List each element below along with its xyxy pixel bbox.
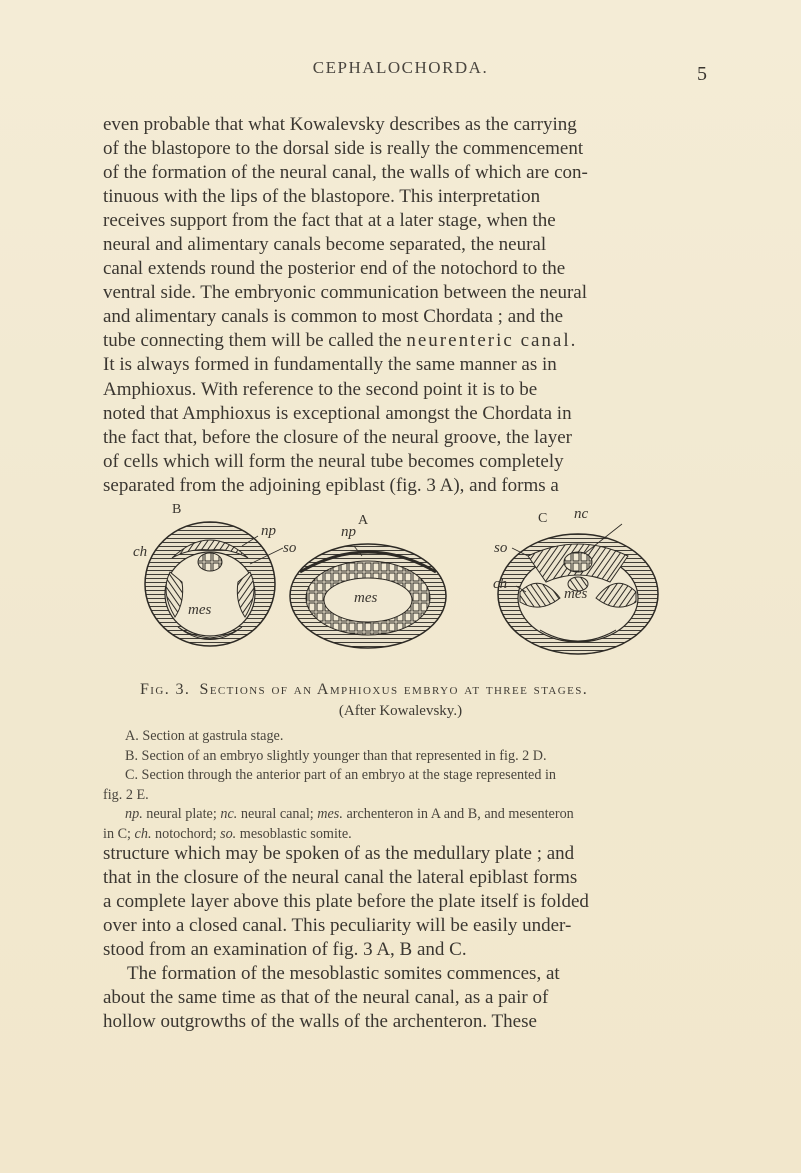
figure-label-mes-c: mes: [564, 586, 588, 602]
figure-number: Fig. 3.: [140, 681, 191, 698]
legend-abbr: mes.: [317, 806, 343, 822]
section-b-drawing: [145, 522, 275, 646]
legend-text: mesoblastic somite.: [236, 825, 352, 842]
figure-label-so-c: so: [494, 540, 508, 556]
figure-caption-title: [140, 681, 720, 699]
text-line: a complete layer above this plate before the plate itself is folded: [103, 891, 589, 913]
figure-title: Sections of an Amphioxus embryo at three stages.: [199, 681, 589, 698]
legend-text: archenteron in A and B, and mesenteron: [342, 806, 574, 822]
caption-item-c: C. Section through the anterior part of an embryo at the stage represented in: [125, 767, 557, 783]
text-line: The formation of the mesoblastic somites commences, at: [127, 963, 560, 985]
legend-abbr: so.: [220, 825, 237, 842]
legend-text: notochord;: [151, 825, 221, 842]
text-span: tube connecting them will be called the: [103, 330, 402, 352]
text-line: separated from the adjoining epiblast (fig. 3 A), and forms a: [103, 474, 559, 496]
text-line: ventral side. The embryonic communication between the neural: [103, 282, 587, 304]
text-line: [103, 329, 698, 353]
legend-abbr: ch.: [134, 825, 152, 842]
paragraph-1: [103, 113, 698, 498]
text-line: that in the closure of the neural canal the lateral epiblast forms: [103, 867, 578, 889]
text-line: of cells which will form the neural tube becomes completely: [103, 450, 564, 472]
caption-item-c-cont: fig. 2 E.: [103, 786, 149, 803]
text-line: of the formation of the neural canal, the walls of which are con-: [103, 162, 588, 184]
text-line: receives support from the fact that at a later stage, when the: [103, 210, 556, 232]
text-line: canal extends round the posterior end of the notochord to the: [103, 258, 566, 280]
text-line: over into a closed canal. This peculiarity will be easily under-: [103, 915, 572, 937]
figure-3: [100, 502, 710, 674]
text-line: noted that Amphioxus is exceptional amongst the Chordata in: [103, 402, 572, 424]
legend-abbr: nc.: [220, 806, 238, 822]
page-number: 5: [697, 63, 707, 85]
text-line: neural and alimentary canals become separated, the neural: [103, 234, 547, 256]
legend-text: in C;: [103, 825, 135, 842]
text-line: structure which may be spoken of as the medullary plate ; and: [103, 843, 575, 864]
text-line: about the same time as that of the neural canal, as a pair of: [103, 987, 549, 1009]
figure-label-so-b: so: [283, 540, 297, 556]
text-line: tinuous with the lips of the blastopore. This interpretation: [103, 186, 541, 208]
legend-abbr: np.: [125, 806, 143, 822]
caption-item-a: A. Section at gastrula stage.: [125, 728, 284, 744]
text-line: and alimentary canals is common to most Chordata ; and the: [103, 306, 564, 328]
figure-label-ch-c: ch: [493, 576, 508, 592]
text-line: It is always formed in fundamentally the same manner as in: [103, 354, 557, 376]
figure-label-c: C: [538, 511, 548, 526]
figure-label-np-a: np: [341, 524, 356, 540]
figure-label-nc-c: nc: [574, 506, 589, 522]
figure-label-np-b: np: [261, 523, 276, 539]
figure-source: (After Kowalevsky.): [338, 703, 463, 719]
running-head: CEPHALOCHORDA.: [312, 58, 489, 77]
text-line: hollow outgrowths of the walls of the archenteron. These: [103, 1011, 537, 1033]
figure-label-b: B: [172, 502, 182, 517]
neurenteric-term: neurenteric canal.: [406, 330, 578, 352]
figure-label-ch-b: ch: [133, 544, 148, 560]
caption-legend-line-1: [103, 805, 700, 825]
text-line: Amphioxus. With reference to the second point it is to be: [103, 378, 538, 400]
legend-text: neural plate;: [142, 806, 221, 822]
figure-caption-body: [103, 727, 700, 844]
text-line: even probable that what Kowalevsky describes as the carrying: [103, 114, 577, 135]
figure-label-a: A: [358, 513, 369, 528]
caption-item-b: B. Section of an embryo slightly younger than that represented in fig. 2 D.: [125, 747, 547, 764]
text-line: the fact that, before the closure of the neural groove, the layer: [103, 426, 572, 448]
text-line: of the blastopore to the dorsal side is really the commencement: [103, 138, 584, 160]
figure-illustration: [100, 502, 710, 674]
paragraph-2-and-3: [103, 842, 698, 1034]
figure-label-mes-a: mes: [354, 590, 378, 606]
figure-label-mes-b: mes: [188, 602, 212, 618]
text-line: stood from an examination of fig. 3 A, B and C.: [103, 939, 467, 961]
legend-text: neural canal;: [237, 806, 318, 822]
